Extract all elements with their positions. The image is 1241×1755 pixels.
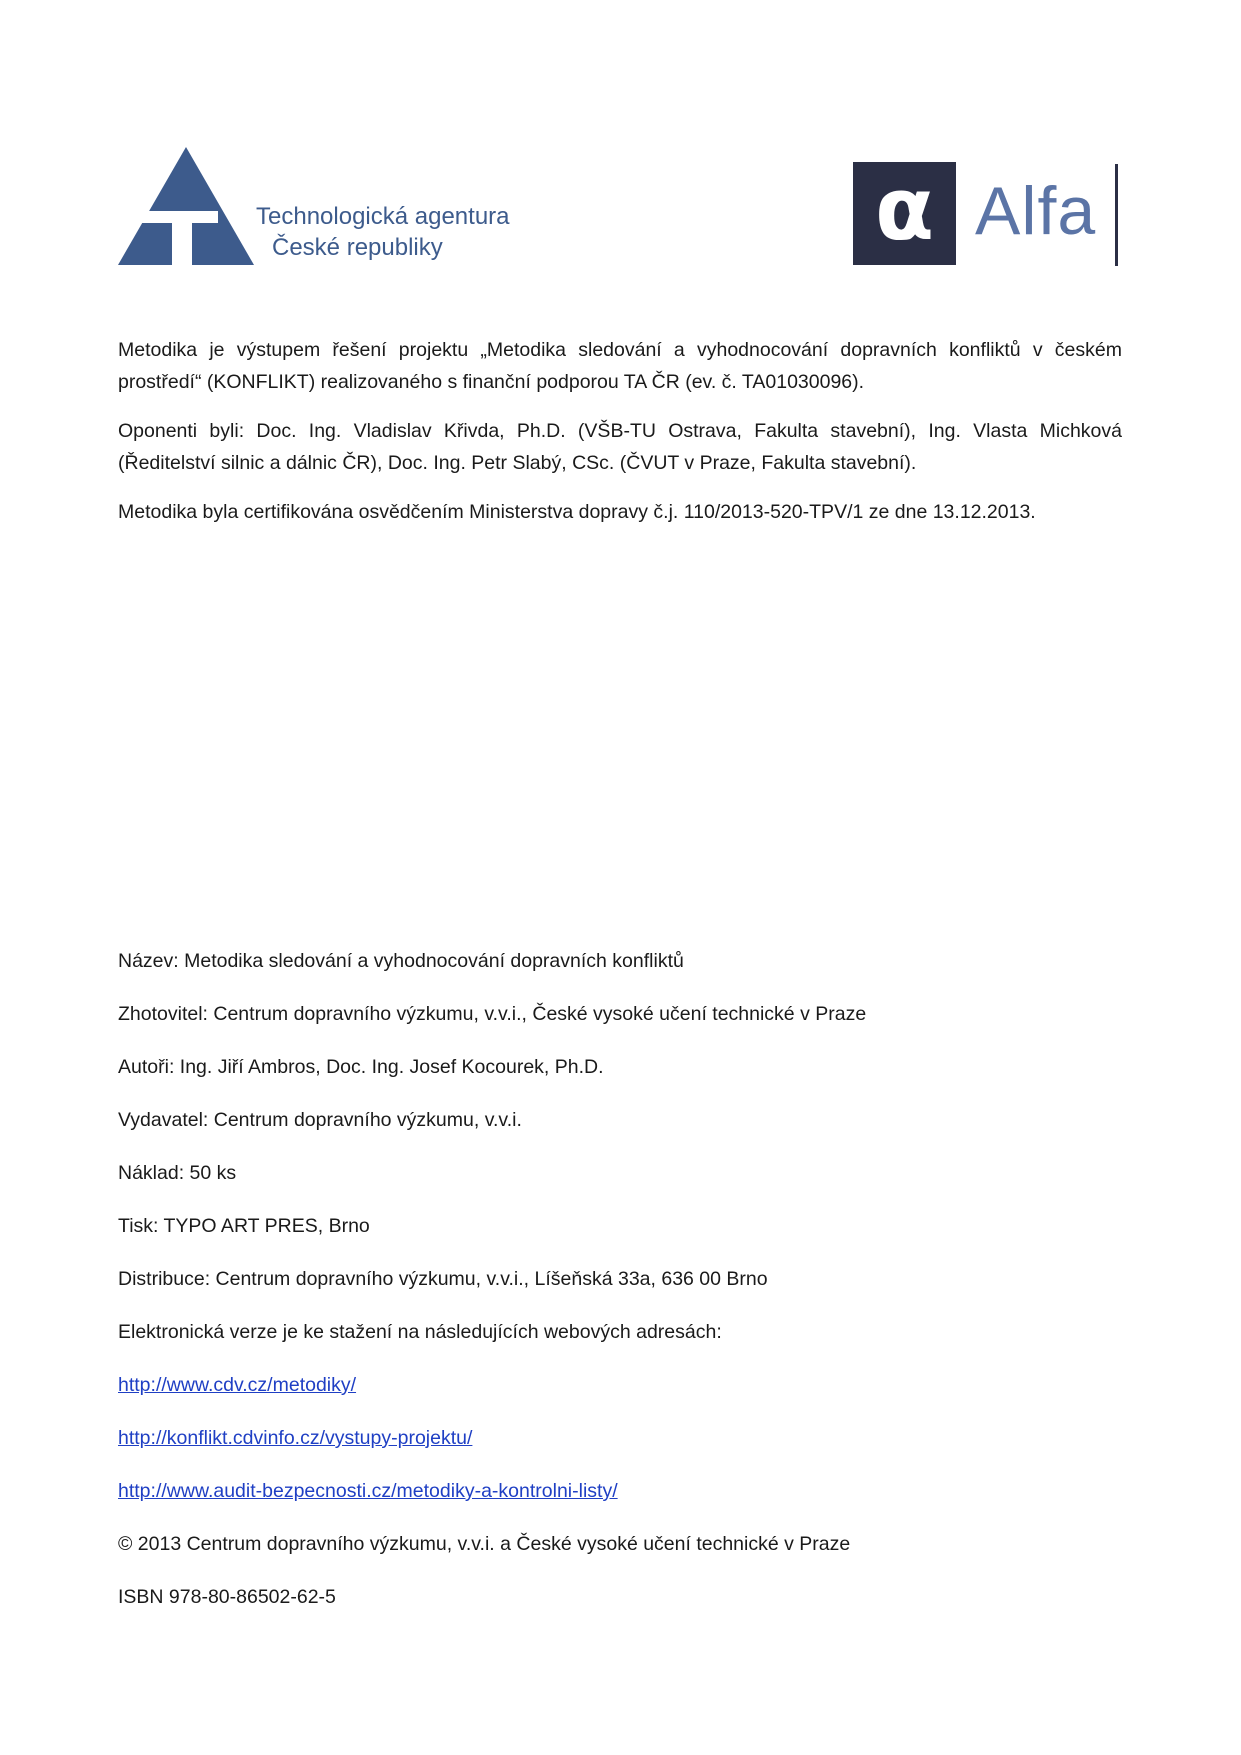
tacr-logo-text	[256, 201, 510, 263]
intro-paragraph-certification: Metodika byla certifikována osvědčením Ministerstva dopravy č.j. 110/2013-520-TPV/1 ze dne 13.12.2013.	[118, 501, 1036, 523]
tacr-logo	[118, 147, 548, 269]
alfa-logo-divider	[1115, 164, 1118, 266]
alfa-symbol-icon: α	[874, 160, 935, 260]
info-title: Název: Metodika sledování a vyhodnocování dopravních konfliktů	[118, 950, 684, 972]
info-authors: Autoři: Ing. Jiří Ambros, Doc. Ing. Josef Kocourek, Ph.D.	[118, 1056, 604, 1078]
alfa-logo	[853, 162, 1123, 268]
intro-paragraph-opponents: Oponenti byli: Doc. Ing. Vladislav Křivda, Ph.D. (VŠB-TU Ostrava, Fakulta stavební), Ing. Vlasta Michková (Ředitelství silnic a dálnic ČR), Doc. Ing. Petr Slabý, CSc. (ČVUT v Praze, Fakulta stavební).	[118, 420, 1122, 474]
link-konflikt-vystupy[interactable]: http://konflikt.cdvinfo.cz/vystupy-projektu/	[118, 1427, 473, 1449]
link-item	[118, 1372, 356, 1398]
info-print-run: Náklad: 50 ks	[118, 1162, 237, 1184]
info-publisher: Vydavatel: Centrum dopravního výzkumu, v.v.i.	[118, 1109, 522, 1131]
info-electronic-version: Elektronická verze je ke stažení na následujících webových adresách:	[118, 1321, 722, 1343]
info-contractor: Zhotovitel: Centrum dopravního výzkumu, v.v.i., České vysoké učení technické v Praze	[118, 1003, 867, 1025]
link-item	[118, 1478, 618, 1504]
alfa-logo-box	[853, 162, 956, 265]
tacr-logo-line2: České republiky	[272, 234, 443, 261]
link-cdv-metodiky[interactable]: http://www.cdv.cz/metodiky/	[118, 1374, 357, 1396]
link-audit-bezpecnosti[interactable]: http://www.audit-bezpecnosti.cz/metodiky-a-kontrolni-listy/	[118, 1480, 618, 1502]
link-item	[118, 1425, 472, 1451]
copyright-notice: © 2013 Centrum dopravního výzkumu, v.v.i. a České vysoké učení technické v Praze	[118, 1533, 851, 1555]
isbn: ISBN 978-80-86502-62-5	[118, 1586, 336, 1608]
alfa-logo-word: Alfa	[975, 173, 1097, 249]
tacr-logo-line1: Technologická agentura	[256, 203, 510, 230]
intro-paragraph-project: Metodika je výstupem řešení projektu „Metodika sledování a vyhodnocování dopravních konfliktů v českém prostředí“ (KONFLIKT) realizovaného s finanční podporou TA ČR (ev. č. TA01030096).	[118, 339, 1122, 393]
info-printer: Tisk: TYPO ART PRES, Brno	[118, 1215, 370, 1237]
info-distribution: Distribuce: Centrum dopravního výzkumu, v.v.i., Líšeňská 33a, 636 00 Brno	[118, 1268, 768, 1290]
tacr-triangle-logo-icon	[118, 147, 254, 269]
